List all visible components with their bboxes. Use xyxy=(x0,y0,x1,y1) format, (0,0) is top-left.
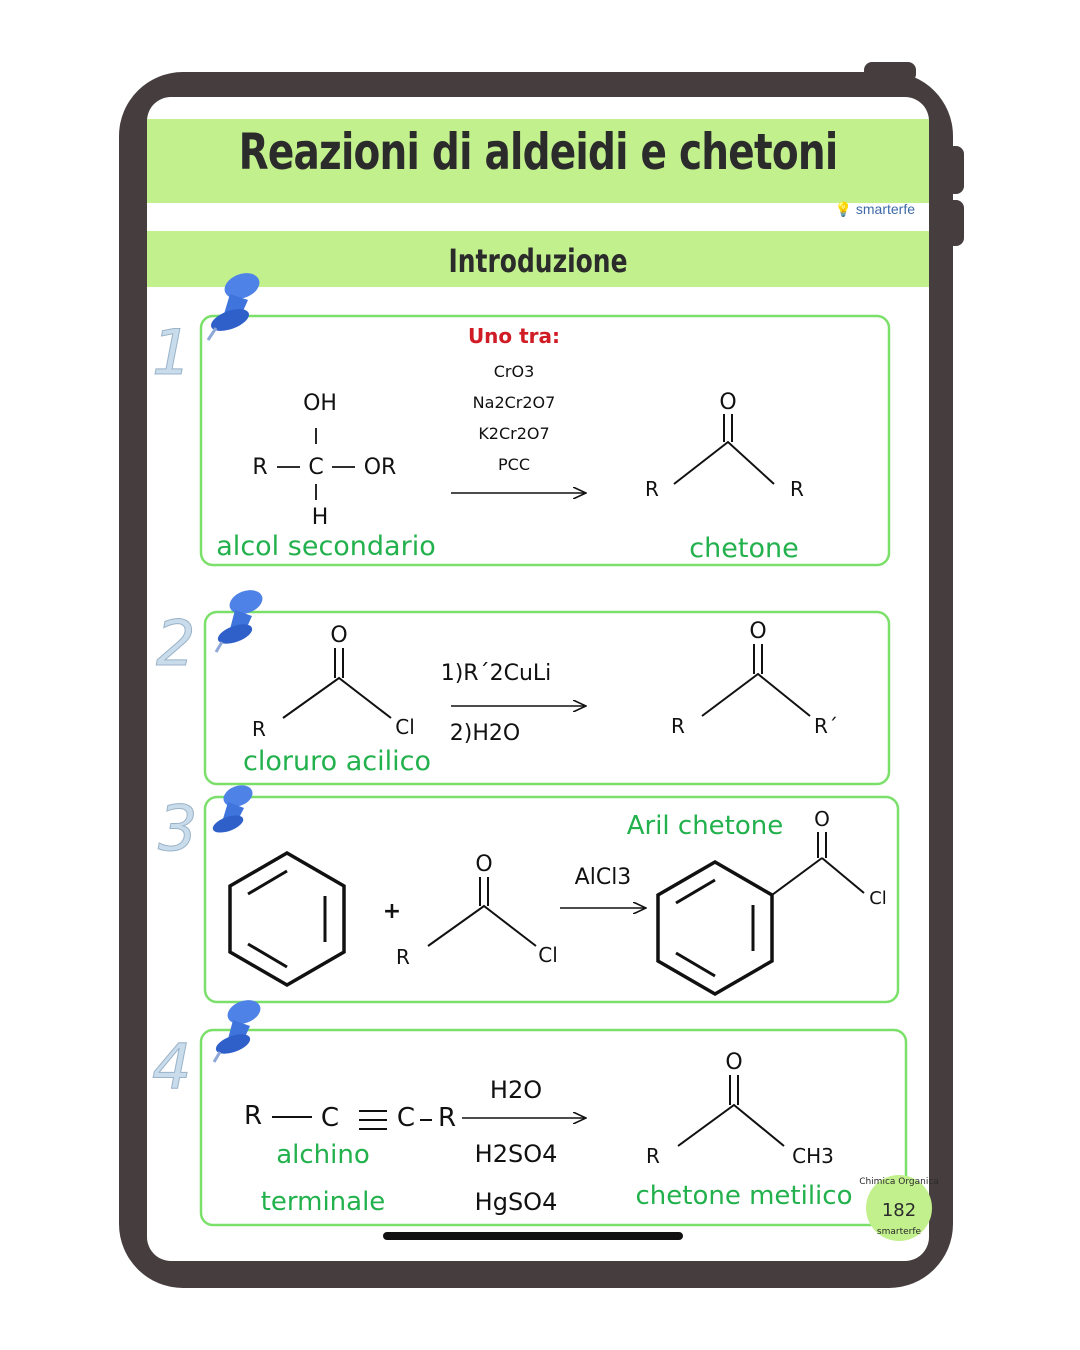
reagent: AlCl3 xyxy=(574,865,632,890)
reactant-label: terminale xyxy=(260,1187,386,1217)
reaction-1 xyxy=(152,269,889,565)
reaction-2 xyxy=(156,586,889,784)
reagent: PCC xyxy=(498,455,530,474)
atom-label: Cl xyxy=(869,888,887,909)
atom-label: OR xyxy=(363,455,397,480)
atom-label: R xyxy=(790,477,804,501)
product-label: chetone xyxy=(689,533,799,564)
atom-label: O xyxy=(330,623,348,648)
atom-label: R xyxy=(645,477,659,501)
benzene-ring xyxy=(658,862,772,994)
step-number: 2 xyxy=(156,607,196,680)
reagent: H2SO4 xyxy=(474,1140,558,1168)
brand-label: smarterfe xyxy=(855,201,915,217)
reagent-header: Uno tra: xyxy=(467,324,561,348)
reaction-3 xyxy=(158,781,898,1002)
pushpin-icon xyxy=(211,781,256,836)
badge-top-text: Chimica Organica xyxy=(859,1177,939,1187)
atom-label: H xyxy=(311,505,329,530)
reagent: 1)R´2CuLi xyxy=(440,661,552,686)
atom-label: OH xyxy=(303,391,337,416)
atom-label: O xyxy=(814,807,830,831)
atom-label: R xyxy=(243,1101,263,1131)
atom-label: O xyxy=(475,852,493,877)
atom-label: C xyxy=(320,1103,340,1133)
atom-label: O xyxy=(725,1050,743,1075)
reactant-label: alchino xyxy=(276,1140,370,1170)
reagent: CrO3 xyxy=(493,362,535,381)
atom-label: O xyxy=(749,619,767,644)
page-badge xyxy=(859,1175,939,1241)
atom-label: R´ xyxy=(814,714,838,738)
reagent: K2Cr2O7 xyxy=(478,424,550,443)
step-number: 4 xyxy=(152,1030,192,1103)
page-number: 182 xyxy=(881,1200,917,1221)
section-title: Introduzione xyxy=(448,242,628,280)
atom-label: C xyxy=(396,1103,416,1133)
atom-label: Cl xyxy=(538,943,558,967)
atom-label: O xyxy=(719,390,737,415)
atom-label: CH3 xyxy=(792,1144,834,1168)
atom-label: R xyxy=(671,714,685,738)
atom-label: R xyxy=(646,1144,660,1168)
product-label: Aril chetone xyxy=(626,811,784,841)
reactant-label: alcol secondario xyxy=(216,531,436,562)
atom-label: R xyxy=(252,455,268,480)
atom-label: C xyxy=(308,455,324,480)
reactant-label: cloruro acilico xyxy=(243,746,431,777)
atom-label: Cl xyxy=(395,715,415,739)
badge-bottom-text: smarterfe xyxy=(876,1227,922,1237)
atom-label: R xyxy=(252,717,266,741)
lightbulb-icon: 💡 xyxy=(834,201,852,217)
reagent: HgSO4 xyxy=(474,1188,558,1216)
step-number: 3 xyxy=(158,792,198,865)
reagent: Na2Cr2O7 xyxy=(472,393,556,412)
reagent: 2)H2O xyxy=(449,721,521,746)
step-number: 1 xyxy=(152,316,192,389)
pushpin-icon xyxy=(208,269,263,340)
atom-label: R xyxy=(437,1103,457,1133)
page-title: Reazioni di aldeidi e chetoni xyxy=(238,123,838,181)
pushpin-icon xyxy=(215,586,265,652)
atom-label: R xyxy=(396,945,410,969)
reagent: H2O xyxy=(489,1076,543,1104)
product-label: chetone metilico xyxy=(635,1181,853,1211)
plus-sign: + xyxy=(382,899,402,924)
reaction-4 xyxy=(152,996,906,1225)
benzene-ring xyxy=(230,853,344,985)
